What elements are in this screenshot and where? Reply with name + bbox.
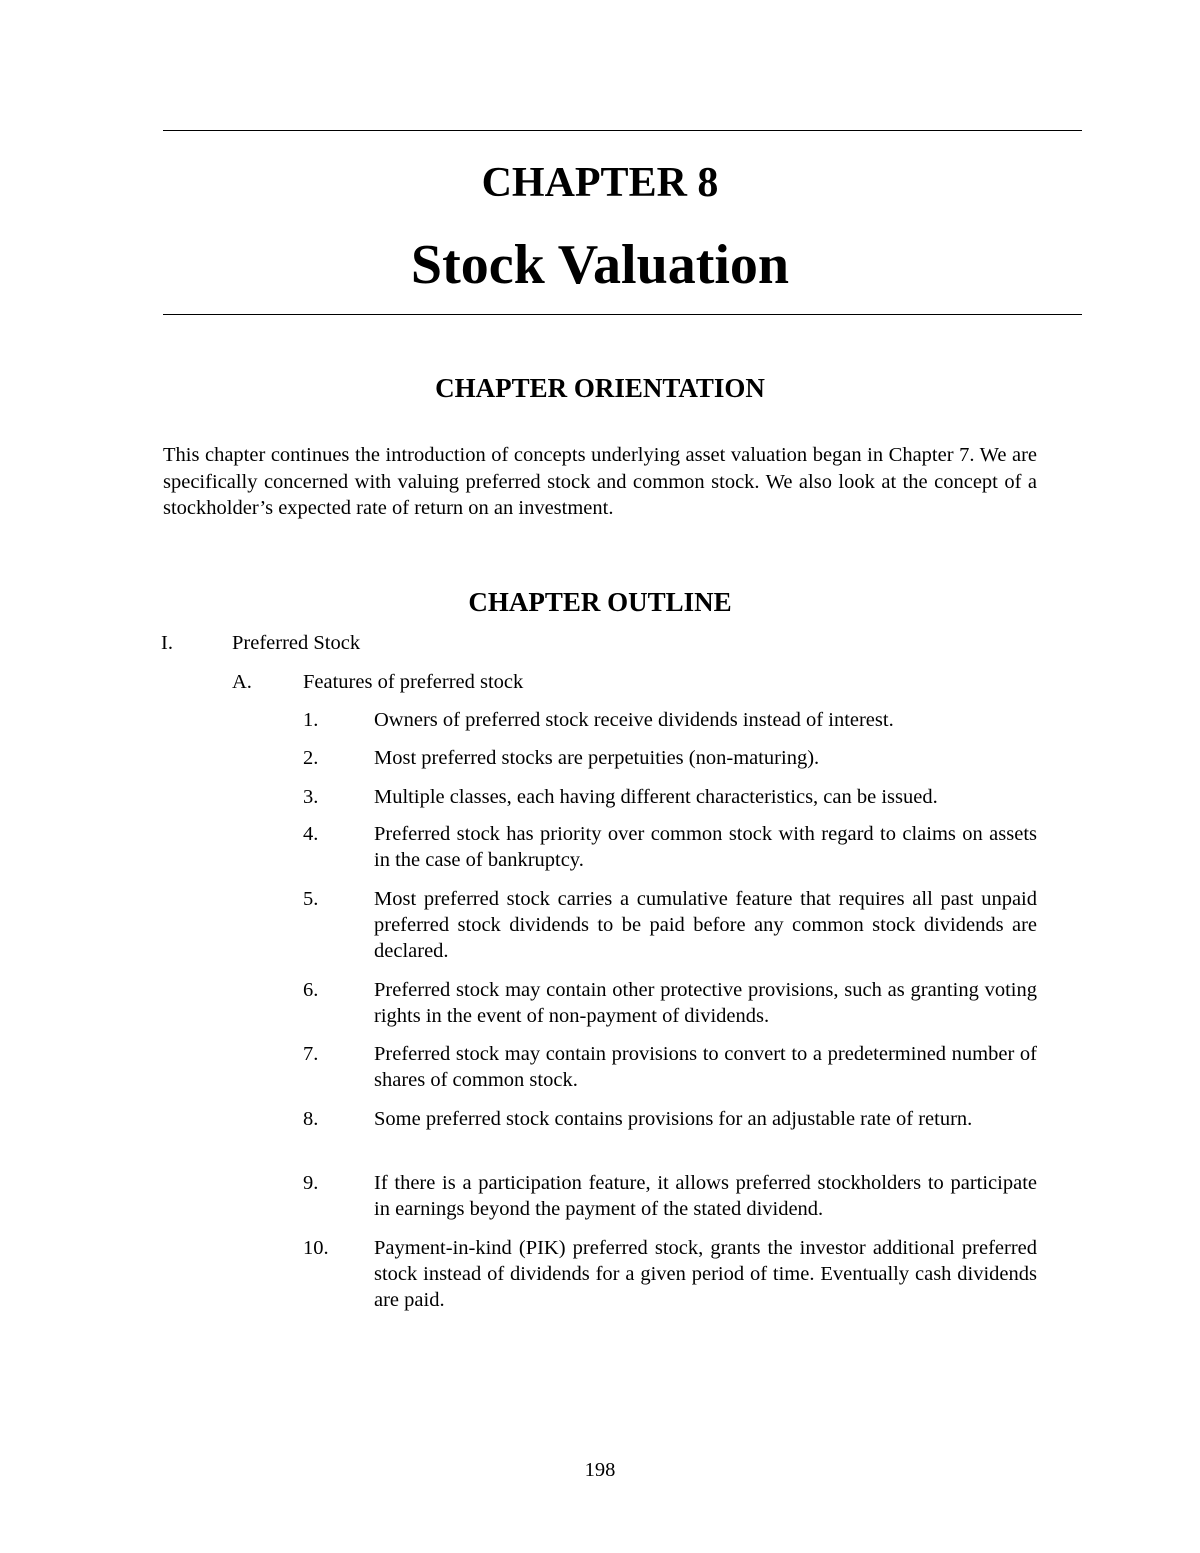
chapter-title: Stock Valuation — [410, 234, 790, 296]
item-marker: 2. — [303, 747, 319, 769]
item-text: Preferred stock has priority over common stock with regard to claims on assets in the case of bankruptcy. — [374, 823, 1037, 871]
item-text: If there is a participation feature, it allows preferred stockholders to participate in earnings beyond the payment of the stated dividend. — [374, 1172, 1037, 1220]
item-text: Most preferred stocks are perpetuities (non-maturing). — [374, 747, 820, 769]
item-text: Multiple classes, each having different characteristics, can be issued. — [374, 786, 938, 808]
item-text: Owners of preferred stock receive dividends instead of interest. — [374, 709, 894, 731]
item-marker: 3. — [303, 786, 319, 808]
item-marker: 1. — [303, 709, 319, 731]
page-number: 198 — [584, 1459, 616, 1481]
section-marker: I. — [161, 632, 173, 654]
item-marker: 7. — [303, 1043, 319, 1065]
orientation-paragraph: This chapter continues the introduction of concepts underlying asset valuation began in Chapter 7. We are specifically concerned with valuing preferred stock and common stock. We also look at the concept of a stockholder’s expected rate of return on an investment. — [163, 444, 1037, 519]
item-marker: 5. — [303, 888, 319, 910]
item-text: Most preferred stock carries a cumulative feature that requires all past unpaid preferred stock dividends to be paid before any common stock dividends are declared. — [374, 888, 1037, 962]
item-marker: 4. — [303, 823, 319, 845]
item-marker: 8. — [303, 1108, 319, 1130]
item-text: Preferred stock may contain provisions to convert to a predetermined number of shares of common stock. — [374, 1043, 1037, 1091]
item-marker: 9. — [303, 1172, 319, 1194]
chapter-label: CHAPTER 8 — [481, 160, 719, 206]
subsection-label: Features of preferred stock — [303, 671, 524, 693]
item-marker: 6. — [303, 979, 319, 1001]
orientation-heading: CHAPTER ORIENTATION — [435, 373, 765, 403]
item-text: Payment-in-kind (PIK) preferred stock, grants the investor additional preferred stock instead of dividends for a given period of time. Eventually cash dividends are paid. — [374, 1237, 1037, 1311]
outline-heading: CHAPTER OUTLINE — [468, 587, 732, 617]
item-text: Preferred stock may contain other protective provisions, such as granting voting rights in the event of non-payment of dividends. — [374, 979, 1037, 1027]
section-label: Preferred Stock — [232, 632, 361, 654]
item-marker: 10. — [303, 1237, 329, 1259]
item-text: Some preferred stock contains provisions for an adjustable rate of return. — [374, 1108, 973, 1130]
subsection-marker: A. — [232, 671, 252, 693]
